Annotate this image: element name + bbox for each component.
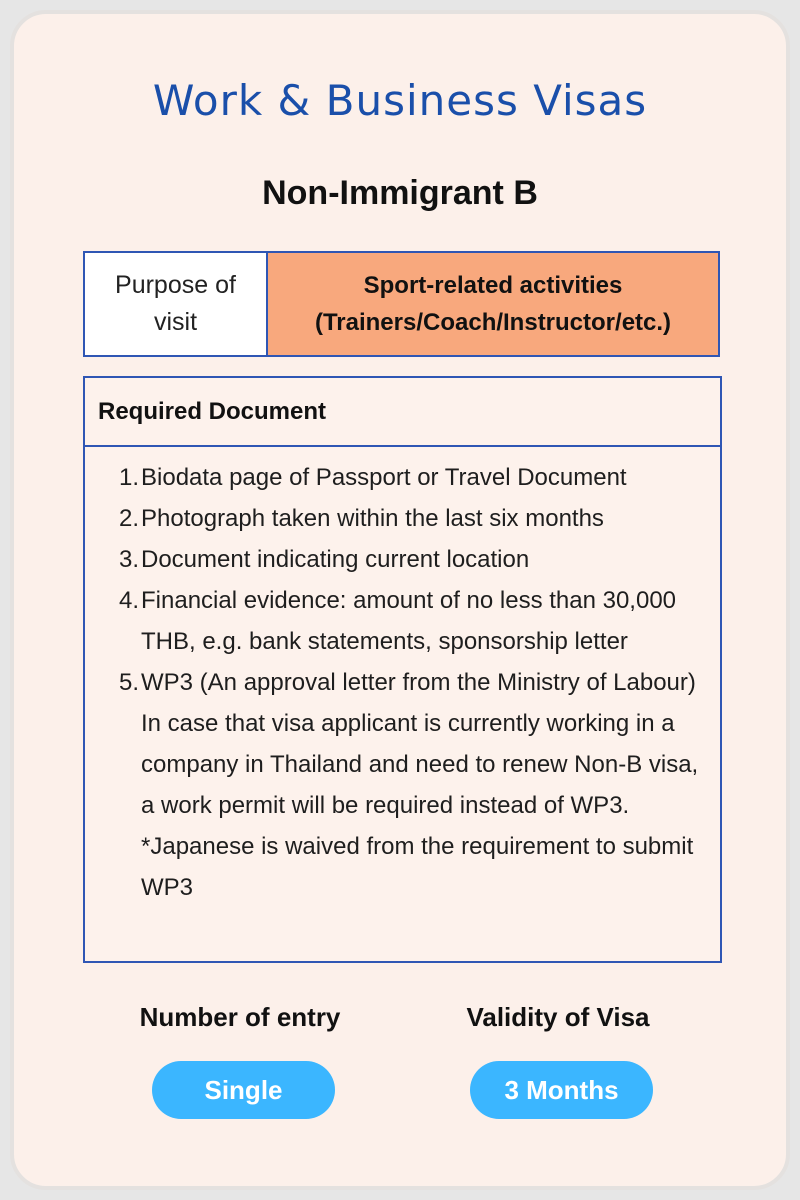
document-item-number: 2. <box>118 505 139 532</box>
entry-value-badge: Single <box>152 1061 335 1119</box>
purpose-value <box>268 253 718 355</box>
purpose-value-line2: (Trainers/Coach/Instructor/etc.) <box>314 309 672 336</box>
document-item-text: Document indicating current location <box>141 546 530 573</box>
purpose-table <box>83 251 720 357</box>
document-item-text: Photograph taken within the last six months <box>141 505 604 532</box>
document-item <box>115 580 700 662</box>
document-item <box>115 662 700 908</box>
purpose-value-line1: Sport-related activities <box>363 272 623 299</box>
document-item-text: WP3 (An approval letter from the Ministry of Labour) In case that visa applicant is currently working in a company in Thailand and need to renew Non-B visa, a work permit will be required instead of WP3. *Japanese is waived from the requirement to submit WP3 <box>141 669 699 901</box>
validity-label: Validity of Visa <box>466 1002 650 1032</box>
document-item-text: Biodata page of Passport or Travel Document <box>141 464 627 491</box>
document-item <box>115 457 700 498</box>
page-title: Work & Business Visas <box>152 76 648 125</box>
required-documents-header: Required Document <box>85 378 720 447</box>
number-of-entry-label: Number of entry <box>139 1002 341 1032</box>
document-item <box>115 539 700 580</box>
document-item-number: 4. <box>118 587 139 614</box>
visa-type-heading: Non-Immigrant B <box>262 174 538 212</box>
document-item-text: Financial evidence: amount of no less than 30,000 THB, e.g. bank statements, sponsorship letter <box>141 587 677 655</box>
validity-value-badge: 3 Months <box>470 1061 653 1119</box>
purpose-label: Purpose of visit <box>85 253 268 355</box>
document-item-number: 3. <box>118 546 139 573</box>
document-item-number: 1. <box>118 464 139 491</box>
document-item-number: 5. <box>118 669 139 696</box>
required-documents-table <box>83 376 722 963</box>
document-item <box>115 498 700 539</box>
required-documents-list <box>85 447 720 908</box>
